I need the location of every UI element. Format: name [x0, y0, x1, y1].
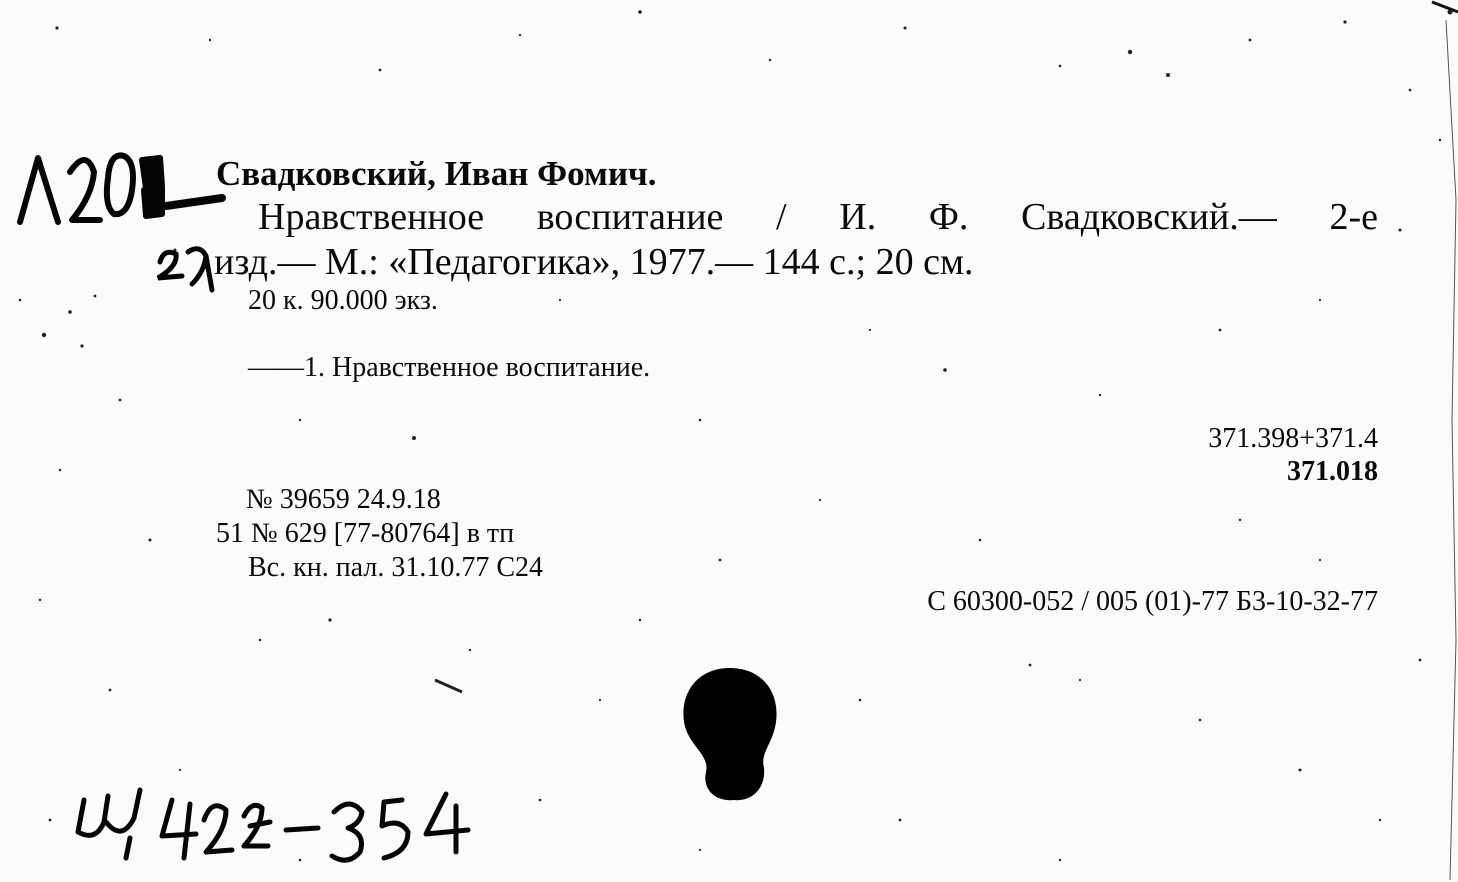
card-publication-line: изд.— М.: «Педагогика», 1977.— 144 с.; 20 см.: [214, 241, 974, 283]
handwritten-code-bottom: [78, 790, 468, 860]
card-punch-hole: [680, 664, 780, 806]
handwritten-code-top-left: [20, 155, 222, 222]
card-author-heading: Свадковский, Иван Фомич.: [216, 154, 657, 193]
card-chamber-record: Вс. кн. пал. 31.10.77 С24: [248, 552, 543, 583]
card-bbk-index: С 60300-052 / 005 (01)-77 Б3-10-32-77: [927, 586, 1378, 617]
card-udk-code-secondary: 371.018: [1287, 456, 1378, 487]
card-udk-code: 371.398+371.4: [1208, 423, 1378, 454]
card-registration-number: 51 № 629 [77-80764] в тп: [216, 518, 515, 549]
card-subject-tracing: ——1. Нравственное воспитание.: [248, 352, 651, 383]
card-price-print-run: 20 к. 90.000 экз.: [248, 285, 438, 316]
handwritten-margin-note: [158, 249, 212, 290]
card-order-number: № 39659 24.9.18: [246, 484, 441, 515]
card-title-statement: Нравственное воспитание / И. Ф. Свадковский.— 2-е: [258, 196, 1378, 238]
